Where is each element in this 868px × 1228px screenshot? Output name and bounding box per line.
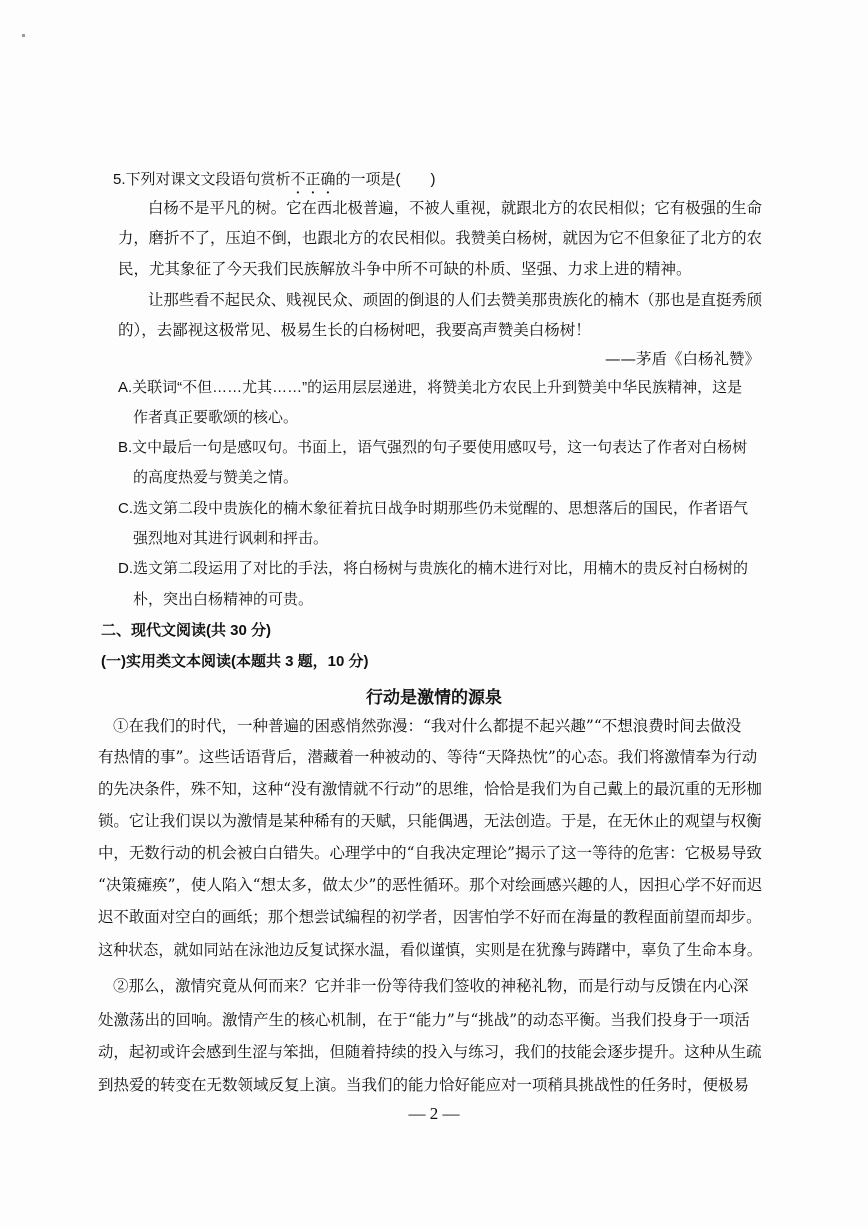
question-5-stem-start: 5.下列对课文文段语句赏析	[113, 171, 291, 188]
article-line: 的先决条件，殊不知，这种“没有激情就不行动”的思维，恰恰是我们为自己戴上的最沉重的无形枷	[98, 780, 762, 798]
scan-speck	[22, 34, 25, 37]
section-heading: 二、现代文阅读(共 30 分)	[101, 622, 272, 639]
excerpt-line: 白杨不是平凡的树。它在西北极普遍，不被人重视，就跟北方的农民相似；它有极强的生命	[148, 199, 763, 217]
article-line: 动，起初或许会感到生涩与笨拙，但随着持续的投入与练习，我们的技能会逐步提升。这种从生疏	[98, 1043, 762, 1061]
question-5-stem	[113, 170, 436, 197]
option-d: D.选文第二段运用了对比的手法，将白杨树与贵族化的楠木进行对比，用楠木的贵反衬白杨树的	[118, 560, 749, 577]
article-line: 到热爱的转变在无数领域反复上演。当我们的能力恰好能应对一项稍具挑战性的任务时，便极易	[98, 1076, 750, 1094]
article-line: 处激荡出的回响。激情产生的核心机制，在于“能力”与“挑战”的动态平衡。当我们投身于一项活	[98, 1011, 750, 1029]
excerpt-line: 力，磨折不了，压迫不倒，也跟北方的农民相似。我赞美白杨树，就因为它不但象征了北方的农	[118, 229, 762, 247]
page-number: — 2 —	[408, 1104, 460, 1123]
article-line: “决策瘫痪”，使人陷入“想太多，做太少”的恶性循环。那个对绘画感兴趣的人，因担心学不好而迟	[98, 876, 763, 894]
article-line: 迟不敢面对空白的画纸；那个想尝试编程的初学者，因害怕学不好而在海量的教程面前望而却步。	[98, 908, 762, 926]
option-b: B.文中最后一句是感叹句。书面上，语气强烈的句子要使用感叹号，这一句表达了作者对白杨树	[118, 439, 748, 456]
option-b-continued: 的高度热爱与赞美之情。	[133, 469, 299, 486]
excerpt-line: 民，尤其象征了今天我们民族解放斗争中所不可缺的朴质、坚强、力求上进的精神。	[118, 260, 692, 278]
option-c: C.选文第二段中贵族化的楠木象征着抗日战争时期那些仍未觉醒的、思想落后的国民，作者语气	[118, 500, 749, 517]
article-line: ①在我们的时代，一种普遍的困惑悄然弥漫：“我对什么都提不起兴趣”“不想浪费时间去做没	[113, 717, 742, 735]
article-line: 这种状态，就如同站在泳池边反复试探水温，看似谨慎，实则是在犹豫与踌躇中，辜负了生命本身。	[98, 941, 763, 959]
article-title: 行动是激情的源泉	[366, 688, 502, 707]
option-a-continued: 作者真正要歌颂的核心。	[133, 409, 299, 426]
option-c-continued: 强烈地对其进行讽刺和抨击。	[133, 530, 329, 547]
subsection-heading: (一)实用类文本阅读(本题共 3 题，10 分)	[101, 653, 369, 670]
question-5-stem-emphasis: 不正确	[290, 171, 336, 188]
option-d-continued: 朴，突出白杨精神的可贵。	[133, 591, 314, 608]
article-line: 有热情的事”。这些话语背后，潜藏着一种被动的、等待“天降热忱”的心态。我们将激情奉为行动	[98, 748, 758, 766]
question-5-stem-end: 的一项是( )	[335, 171, 436, 188]
article-line: 锁。它让我们误以为激情是某种稀有的天赋，只能偶遇，无法创造。于是，在无休止的观望与权衡	[98, 812, 762, 830]
excerpt-line: 让那些看不起民众、贱视民众、顽固的倒退的人们去赞美那贵族化的楠木（那也是直挺秀颀	[148, 291, 763, 309]
option-a: A.关联词“不但……尤其……”的运用层层递进，将赞美北方农民上升到赞美中华民族精神，这是	[118, 379, 743, 396]
article-line: ②那么，激情究竟从何而来？它并非一份等待我们签收的神秘礼物，而是行动与反馈在内心深	[113, 977, 749, 995]
excerpt-source: ——茅盾《白杨礼赞》	[605, 350, 761, 368]
article-line: 中，无数行动的机会被白白错失。心理学中的“自我决定理论”揭示了这一等待的危害：它极易导致	[98, 844, 762, 862]
excerpt-line: 的），去鄙视这极常见、极易生长的白杨树吧，我要高声赞美白杨树！	[118, 321, 591, 339]
